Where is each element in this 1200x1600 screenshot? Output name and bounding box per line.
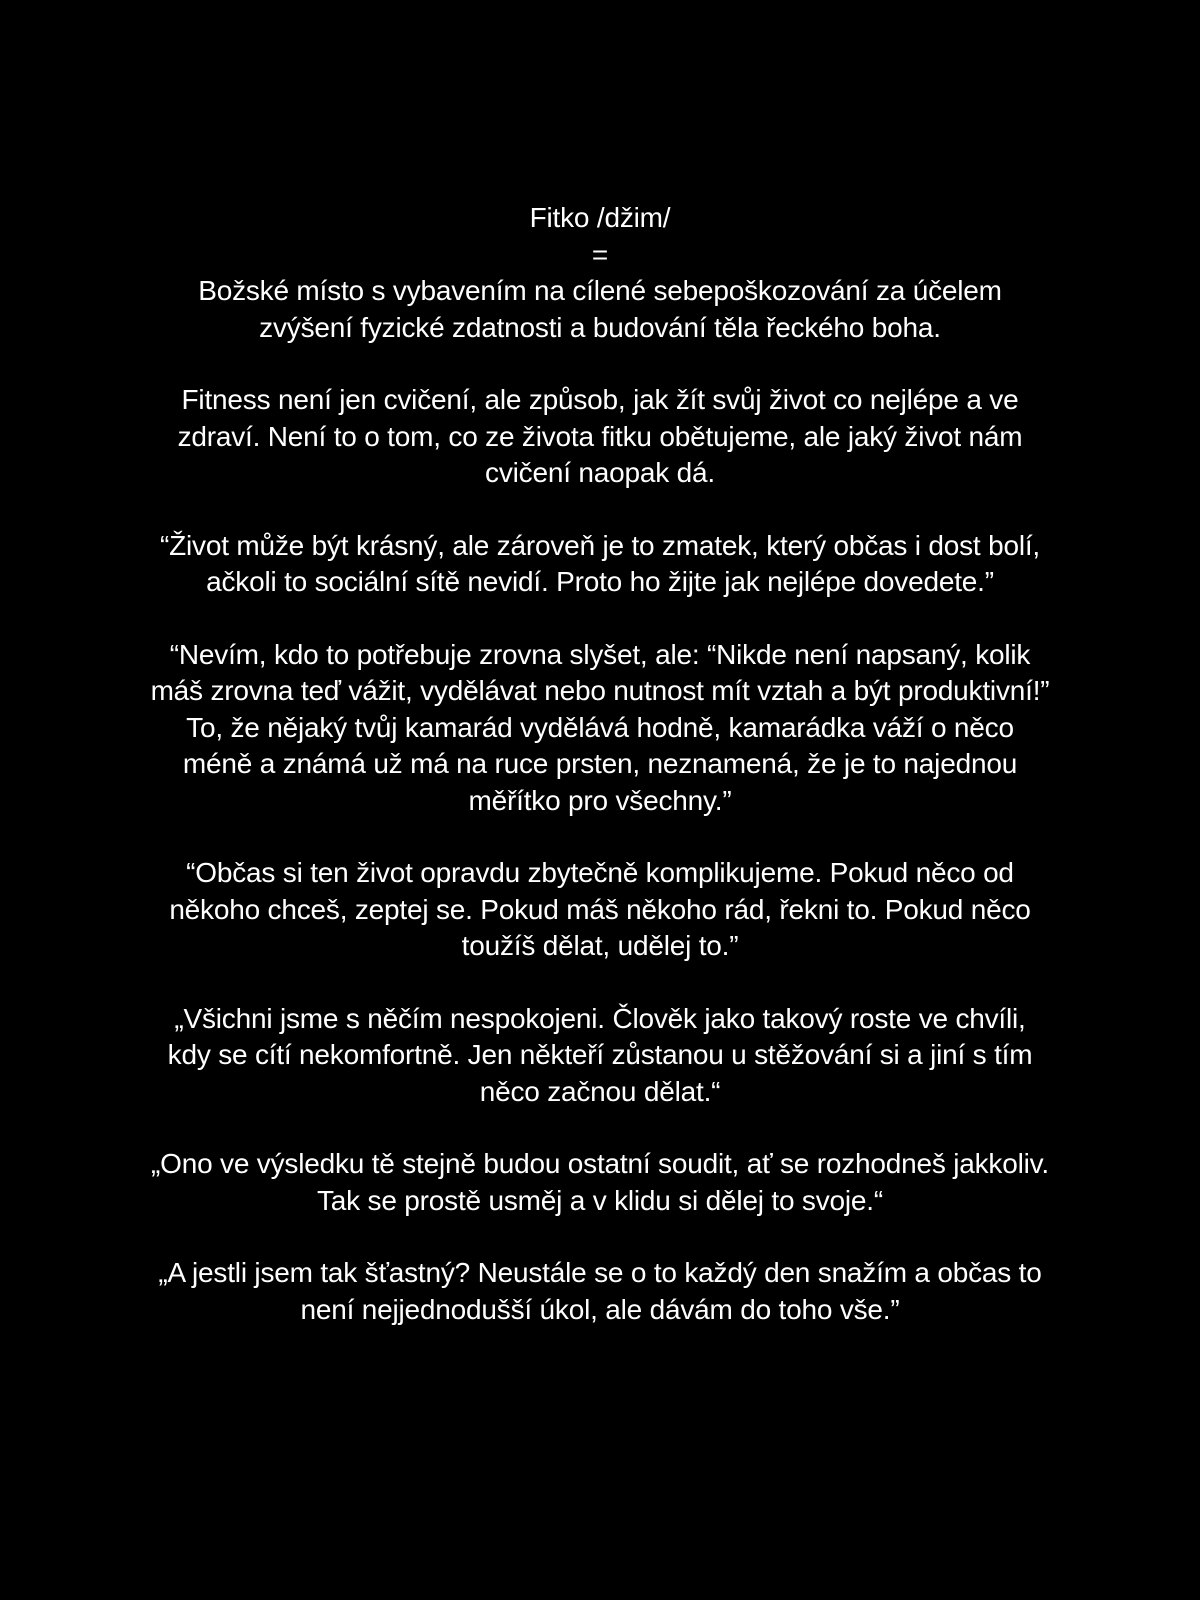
quote-complicate: “Občas si ten život opravdu zbytečně komplikujeme. Pokud něco od někoho chceš, zeptej se. Pokud máš někoho rád, řekni to. Pokud něco toužíš dělat, udělej to.” [169, 857, 1031, 961]
quote-happy: „A jestli jsem tak šťastný? Neustále se o to každý den snažím a občas to není nejjednodušší úkol, ale dávám do toho vše.” [158, 1257, 1042, 1325]
quote-dissatisfied: „Všichni jsme s něčím nespokojeni. Člověk jako takový roste ve chvíli, kdy se cítí nekomfortně. Jen někteří zůstanou u stěžování si a jiní s tím něco začnou dělat.“ [167, 1002, 1033, 1107]
definition-block [150, 200, 1050, 346]
quote-dont-know: “Nevím, kdo to potřebuje zrovna slyšet, ale: “Nikde není napsaný, kolik máš zrovna teď vážit, vydělávat nebo nutnost mít vztah a být produktivní!” To, že nějaký tvůj kamarád vydělává hodně, kamarádka váží o něco méně a známá už má na ruce prsten, neznamená, že je to najednou měřítko pro všechny.” [150, 638, 1050, 816]
quote-life: “Život může být krásný, ale zároveň je to zmatek, který občas i dost bolí, ačkoli to sociální sítě nevidí. Proto ho žijte jak nejlépe dovedete.” [159, 529, 1040, 597]
text-content [150, 200, 1050, 1328]
term-title: Fitko /džim/ [529, 202, 671, 233]
paragraph-fitness: Fitness není jen cvičení, ale způsob, jak žít svůj život co nejlépe a ve zdraví. Není to o tom, co ze života fitku obětujeme, ale jaký život nám cvičení naopak dá. [177, 384, 1023, 488]
equals-sign: = [591, 238, 609, 270]
term-definition: Božské místo s vybavením na cílené sebepoškozování za účelem zvýšení fyzické zdatnosti a budování těla řeckého boha. [198, 275, 1002, 343]
quote-judge: „Ono ve výsledku tě stejně budou ostatní soudit, ať se rozhodneš jakkoliv. Tak se prostě usměj a v klidu si dělej to svoje.“ [151, 1148, 1049, 1216]
